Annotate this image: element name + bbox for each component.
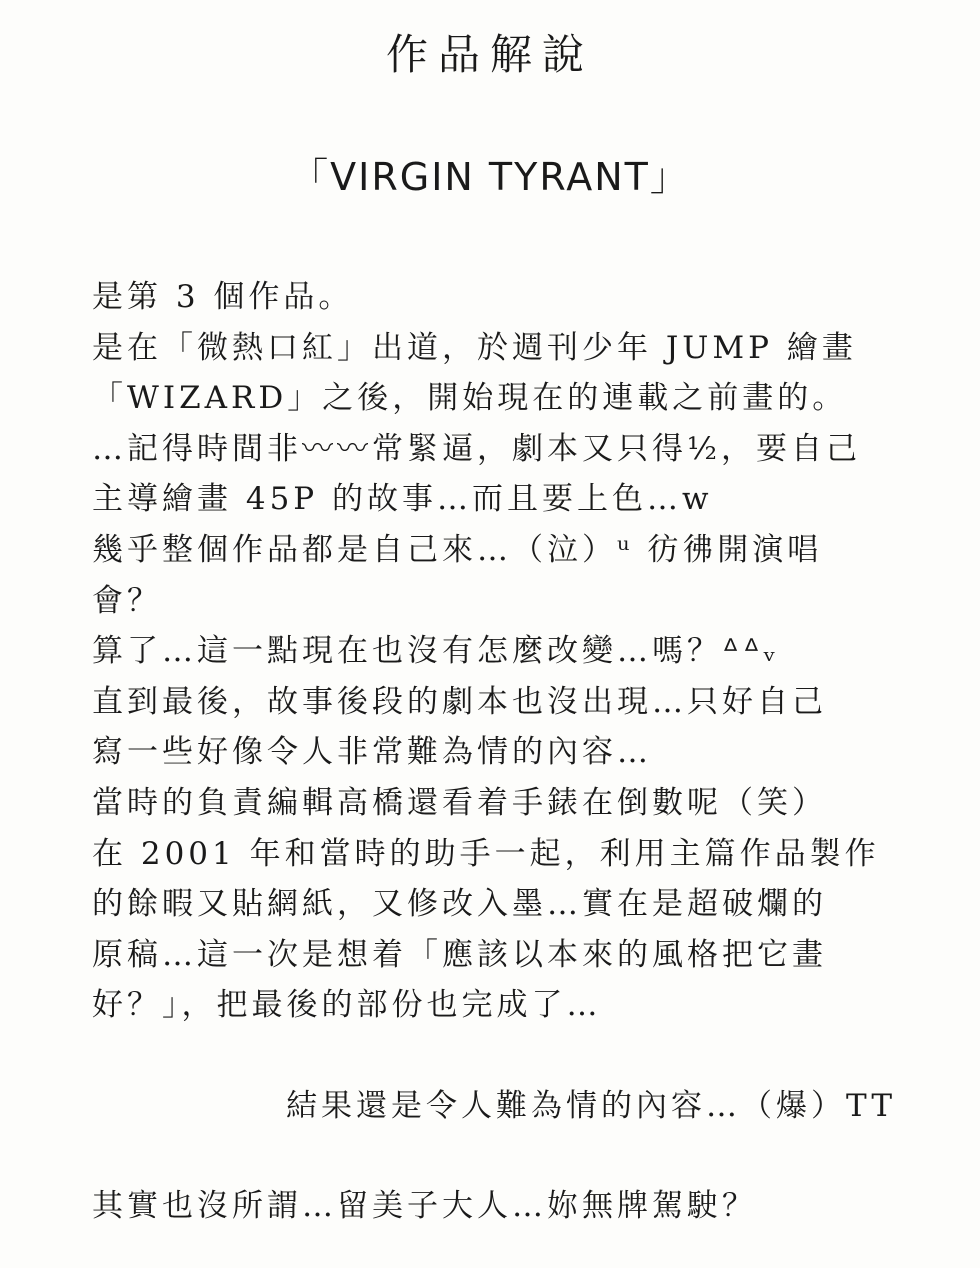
body-line: 算了…這一點現在也沒有怎麼改變…嗎？ᐞᐞᵥ: [92, 633, 780, 670]
body-line: 的餘暇又貼網紙，又修改入墨…實在是超破爛的: [92, 886, 827, 923]
final-line: 其實也沒所謂…留美子大人…妳無牌駕駛？: [92, 1188, 757, 1224]
body-line: 當時的負責編輯高橋還看着手錶在倒數呢（笑）: [92, 784, 827, 821]
body-line: 好？」，把最後的部份也完成了…: [92, 987, 602, 1024]
page-title: 作品解說: [385, 30, 594, 79]
body-line: 寫一些好像令人非常難為情的內容…: [92, 734, 652, 771]
body-line: 是在「微熱口紅」出道，於週刊少年 JUMP 繪畫: [92, 329, 857, 366]
body-text: [92, 272, 902, 1031]
body-line: 直到最後，故事後段的劇本也沒出現…只好自己: [92, 683, 827, 720]
body-line: 「WIZARD」之後，開始現在的連載之前畫的。: [92, 380, 848, 417]
body-line: 幾乎整個作品都是自己來…（泣）ᵘ 彷彿開演唱: [92, 531, 823, 568]
body-line: 是第 3 個作品。: [92, 279, 354, 315]
body-line: 原稿…這一次是想着「應該以本來的風格把它畫: [92, 936, 827, 973]
closing-line: 結果還是令人難為情的內容…（爆）TT: [286, 1088, 896, 1124]
body-line: 在 2001 年和當時的助手一起，利用主篇作品製作: [92, 835, 880, 872]
body-line: 主導繪畫 45P 的故事…而且要上色…w: [92, 481, 713, 518]
body-line: 會？: [92, 582, 162, 619]
work-title: 「VIRGIN TYRANT」: [290, 155, 690, 199]
body-line: …記得時間非〰〰常緊逼，劇本又只得½，要自己: [92, 430, 862, 467]
